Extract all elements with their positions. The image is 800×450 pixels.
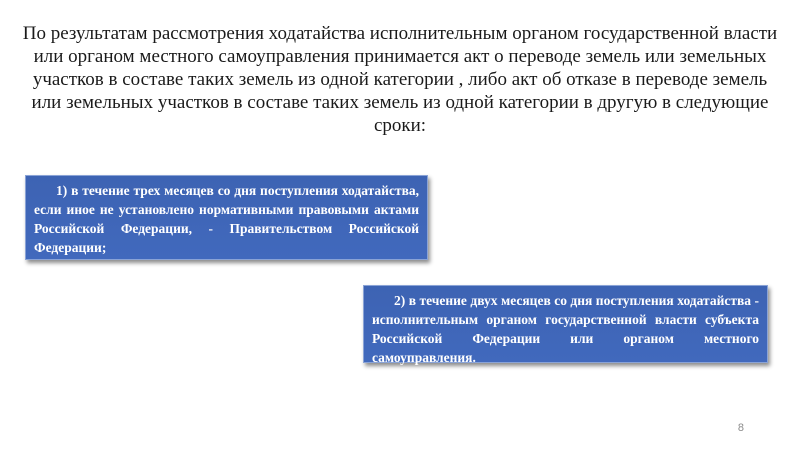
page-number: 8 [737,422,744,434]
callout-federal-term: 1) в течение трех месяцев со дня поступления ходатайства, если иное не установлено нормативными правовыми актами Российской Федерации, - Правительством Российской Федерации; [25,175,428,260]
intro-text: По результатам рассмотрения ходатайства исполнительным органом государственной власти или органом местного самоуправления принимается акт о переводе земель или земельных участков в составе таких земель из одной категории , либо акт об отказе в переводе земель или земельных участков в составе таких земель из одной категории в другую в следующие сроки: [22,23,778,136]
callout-regional-term: 2) в течение двух месяцев со дня поступления ходатайства - исполнительным органом государственной власти субъекта Российской Федерации или органом местного самоуправления. [363,285,768,363]
